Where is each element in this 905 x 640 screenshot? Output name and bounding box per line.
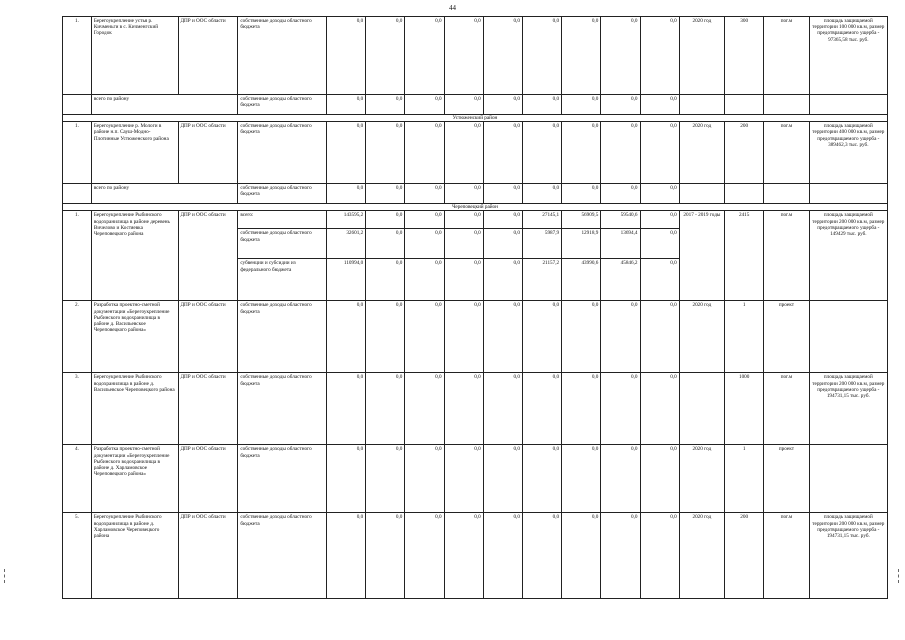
number-cell: 1. [63,122,92,184]
amount-cell: 0,0 [640,513,679,599]
amount-cell: 0,0 [444,301,483,373]
unit-cell: проект [764,301,809,373]
district-row [63,115,888,122]
qty-cell: 300 [725,17,764,95]
measure-row [63,122,888,184]
measure-name-cell: Берегоукрепление устья р. Кичменьги в с. Кичменгский Городок [91,17,178,95]
total-row [63,95,888,115]
amount-cell: 0,0 [444,95,483,115]
executor-cell: ДПР и ООС области [178,211,238,301]
number-cell [63,95,92,115]
amount-cell: 0,0 [483,513,522,599]
amount-cell: 27145,1 [522,211,561,229]
funding-source-cell: собственные доходы областного бюджета [238,301,327,373]
amount-cell: 0,0 [640,259,679,301]
unit-cell: пог.м [764,122,809,184]
number-cell: 1. [63,17,92,95]
number-cell: 5. [63,513,92,599]
qty-cell: 1 [725,301,764,373]
amount-cell: 0,0 [640,184,679,204]
amount-cell: 0,0 [640,95,679,115]
amount-cell: 0,0 [601,445,640,513]
amount-cell: 0,0 [444,513,483,599]
amount-cell: 0,0 [640,229,679,259]
amount-cell: 0,0 [444,122,483,184]
amount-cell: 0,0 [366,211,405,229]
funding-source-cell: собственные доходы областного бюджета [238,513,327,599]
result-cell: площадь защищаемой территории 200 000 кв.м, размер предотвращаемого ущерба - 149429 тыс. руб. [809,211,887,301]
total-label: всего по району [91,95,237,115]
amount-cell: 0,0 [327,17,366,95]
number-cell: 2. [63,301,92,373]
amount-cell: 0,0 [405,445,444,513]
result-cell: площадь защищаемой территории 400 000 кв.м, размер предотвращаемого ущерба - 389462,3 тыс. руб. [809,122,887,184]
amount-cell: 0,0 [601,301,640,373]
amount-cell: 0,0 [405,513,444,599]
year-cell: 2020 год [679,122,724,184]
amount-cell: 0,0 [601,513,640,599]
qty-cell [725,95,764,115]
number-cell: 3. [63,373,92,445]
measure-name-cell: Берегоукрепление Рыбинского водохранилища в районе д. Васильевское Череповецкого района [91,373,178,445]
amount-cell: 0,0 [483,229,522,259]
amount-cell: 0,0 [522,445,561,513]
amount-cell: 0,0 [601,122,640,184]
amount-cell: 56909,5 [562,211,601,229]
year-cell: 2020 год [679,301,724,373]
amount-cell: 0,0 [444,259,483,301]
unit-cell [764,95,809,115]
amount-cell: 0,0 [366,259,405,301]
amount-cell: 0,0 [640,445,679,513]
amount-cell: 21157,2 [522,259,561,301]
year-cell [679,184,724,204]
amount-cell: 0,0 [640,17,679,95]
year-cell: 2017 - 2019 годы [679,211,724,301]
funding-source-cell: собственные доходы областного бюджета [238,229,327,259]
district-title: Череповецкий район [63,204,888,211]
amount-cell: 0,0 [522,373,561,445]
amount-cell: 0,0 [640,122,679,184]
amount-cell: 0,0 [483,259,522,301]
funding-source-cell: собственные доходы областного бюджета [238,445,327,513]
amount-cell: 0,0 [483,95,522,115]
qty-cell: 1000 [725,373,764,445]
amount-cell: 43990,6 [562,259,601,301]
amount-cell: 0,0 [366,513,405,599]
amount-cell: 0,0 [562,17,601,95]
qty-cell: 1 [725,445,764,513]
amount-cell: 0,0 [444,445,483,513]
measure-row [63,513,888,599]
unit-cell: пог.м [764,373,809,445]
amount-cell: 0,0 [562,373,601,445]
district-title: Устюженский район [63,115,888,122]
executor-cell: ДПР и ООС области [178,513,238,599]
amount-cell: 0,0 [444,184,483,204]
amount-cell: 0,0 [366,17,405,95]
qty-cell [725,184,764,204]
measure-row [63,17,888,95]
amount-cell: 0,0 [327,513,366,599]
amount-cell: 0,0 [327,122,366,184]
amount-cell: 0,0 [405,259,444,301]
amount-cell: 0,0 [405,95,444,115]
executor-cell: ДПР и ООС области [178,17,238,95]
year-cell [679,373,724,445]
amount-cell: 0,0 [366,301,405,373]
amount-cell: 0,0 [444,373,483,445]
amount-cell: 0,0 [522,122,561,184]
measure-row [63,373,888,445]
executor-cell: ДПР и ООС области [178,301,238,373]
amount-cell: 0,0 [483,122,522,184]
year-cell [679,95,724,115]
amount-cell: 0,0 [405,229,444,259]
measure-name-cell: Берегоукрепление Рыбинского водохранилища в районе д. Харламовское Череповецкого района [91,513,178,599]
result-cell [809,184,887,204]
qty-cell: 2415 [725,211,764,301]
amount-cell: 0,0 [483,184,522,204]
amount-cell: 0,0 [405,17,444,95]
page-number: 44 [449,4,456,12]
amount-cell: 59540,6 [601,211,640,229]
amount-cell: 0,0 [327,301,366,373]
total-row [63,184,888,204]
funding-source-cell: собственные доходы областного бюджета [238,95,327,115]
amount-cell: 0,0 [366,122,405,184]
funding-source-cell: всего: [238,211,327,229]
measure-row [63,445,888,513]
amount-cell: 0,0 [601,17,640,95]
amount-cell: 0,0 [483,17,522,95]
result-cell: площадь защищаемой территории 200 000 кв.м, размер предотвращаемого ущерба - 194731,15 тыс. руб. [809,513,887,599]
number-cell: 1. [63,211,92,301]
number-cell: 4. [63,445,92,513]
executor-cell: ДПР и ООС области [178,122,238,184]
funding-source-cell: собственные доходы областного бюджета [238,184,327,204]
year-cell: 2020 год [679,445,724,513]
amount-cell: 0,0 [483,373,522,445]
amount-cell: 143595,2 [327,211,366,229]
qty-cell: 200 [725,513,764,599]
amount-cell: 0,0 [562,513,601,599]
district-row [63,204,888,211]
amount-cell: 0,0 [640,301,679,373]
amount-cell: 0,0 [522,301,561,373]
executor-cell: ДПР и ООС области [178,373,238,445]
amount-cell: 0,0 [640,211,679,229]
total-label: всего по району [91,184,237,204]
unit-cell [764,184,809,204]
measure-name-cell: Разработка проектно-сметной документации «Берегоукрепление Рыбинского водохранилища в районе д. Харламовское Череповецкого района» [91,445,178,513]
year-cell: 2020 год [679,17,724,95]
amount-cell: 0,0 [601,95,640,115]
result-cell: площадь защищаемой территории 200 000 кв.м, размер предотвращаемого ущерба - 194731,15 тыс. руб. [809,373,887,445]
amount-cell: 0,0 [522,184,561,204]
amount-cell: 0,0 [483,301,522,373]
amount-cell: 0,0 [405,301,444,373]
amount-cell: 0,0 [444,229,483,259]
funding-source-cell: собственные доходы областного бюджета [238,122,327,184]
amount-cell: 0,0 [444,211,483,229]
number-cell [63,184,92,204]
funding-source-cell: собственные доходы областного бюджета [238,373,327,445]
amount-cell: 0,0 [601,373,640,445]
right-margin-mark [898,569,900,583]
amount-cell: 0,0 [483,211,522,229]
unit-cell: пог.м [764,211,809,301]
amount-cell: 0,0 [601,184,640,204]
amount-cell: 0,0 [562,122,601,184]
amount-cell: 0,0 [562,301,601,373]
qty-cell: 200 [725,122,764,184]
result-cell [809,95,887,115]
amount-cell: 0,0 [327,445,366,513]
amount-cell: 32601,2 [327,229,366,259]
amount-cell: 0,0 [483,445,522,513]
amount-cell: 0,0 [562,95,601,115]
amount-cell: 0,0 [405,184,444,204]
measures-table [62,16,888,599]
amount-cell: 0,0 [366,373,405,445]
amount-cell: 0,0 [562,445,601,513]
measure-name-cell: Берегоукрепление р. Мологи в районе н.п. Сауш-Модно-Плотинные Устюженского района [91,122,178,184]
amount-cell: 0,0 [327,184,366,204]
funding-source-cell: собственные доходы областного бюджета [238,17,327,95]
executor-cell: ДПР и ООС области [178,445,238,513]
amount-cell: 0,0 [405,211,444,229]
funding-source-cell: субвенции и субсидии из федерального бюджета [238,259,327,301]
amount-cell: 0,0 [366,445,405,513]
amount-cell: 0,0 [522,17,561,95]
amount-cell: 0,0 [366,95,405,115]
amount-cell: 5987,9 [522,229,561,259]
amount-cell: 0,0 [522,95,561,115]
unit-cell: проект [764,445,809,513]
left-margin-mark [4,569,6,583]
measure-name-cell: Берегоукрепление Рыбинского водохранилища в районе деревень Вичелово и Костяевка Череповецкого района [91,211,178,301]
amount-cell: 0,0 [522,513,561,599]
amount-cell: 13694,4 [601,229,640,259]
unit-cell: пог.м [764,17,809,95]
amount-cell: 0,0 [366,229,405,259]
amount-cell: 0,0 [327,95,366,115]
amount-cell: 45846,2 [601,259,640,301]
unit-cell: пог.м [764,513,809,599]
amount-cell: 0,0 [405,122,444,184]
amount-cell: 0,0 [366,184,405,204]
amount-cell: 0,0 [562,184,601,204]
measure-subrow [63,211,888,229]
result-cell: площадь защищаемой территории 100 000 кв.м, размер предотвращаемого ущерба - 97365,58 тыс. руб. [809,17,887,95]
amount-cell: 0,0 [640,373,679,445]
amount-cell: 0,0 [327,373,366,445]
amount-cell: 12918,9 [562,229,601,259]
result-cell [809,445,887,513]
amount-cell: 110994,0 [327,259,366,301]
amount-cell: 0,0 [405,373,444,445]
measure-name-cell: Разработка проектно-сметной документации «Берегоукрепление Рыбинского водохранилища в районе д. Васильевское Череповецкого района» [91,301,178,373]
amount-cell: 0,0 [444,17,483,95]
measure-row [63,301,888,373]
year-cell: 2020 год [679,513,724,599]
result-cell [809,301,887,373]
